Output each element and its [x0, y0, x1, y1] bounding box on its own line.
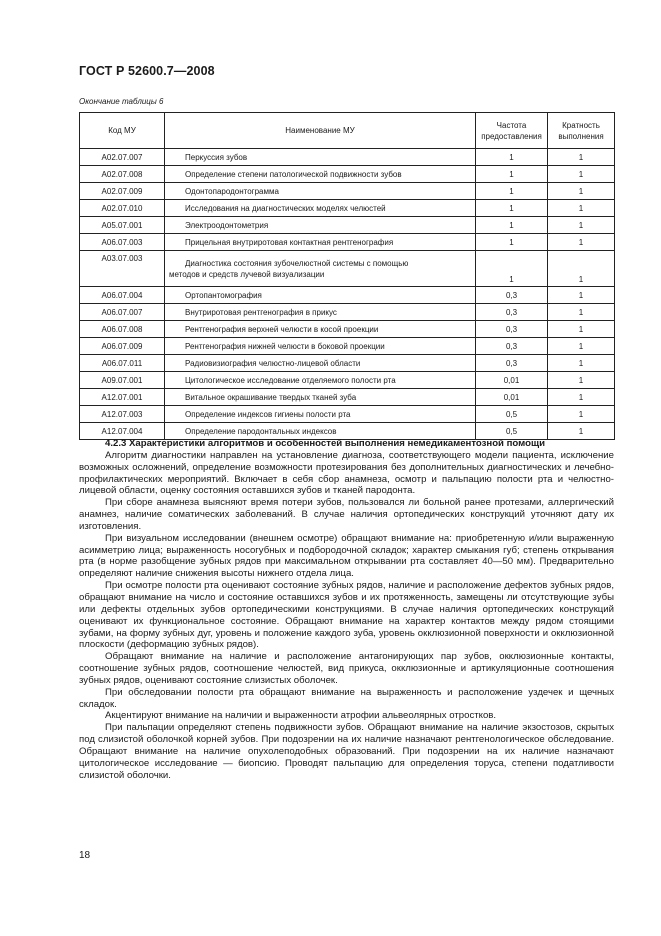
cell-code: A05.07.001 [80, 217, 165, 234]
cell-code: A06.07.007 [80, 304, 165, 321]
cell-code: A06.07.011 [80, 355, 165, 372]
paragraph: При сборе анамнеза выясняют время потери зубов, пользовался ли больной ранее протезами, аллергический анамнез, наличие соматических заболеваний. В случае наличия ортопедических конструкций уточняют дату их изготовления. [79, 497, 614, 532]
cell-code: A02.07.010 [80, 200, 165, 217]
cell-multiplicity: 1 [548, 389, 615, 406]
cell-frequency: 0,3 [476, 304, 548, 321]
cell-name: Цитологическое исследование отделяемого полости рта [165, 372, 476, 389]
col-header-frequency: Частота предоставления [476, 113, 548, 149]
cell-code: A02.07.009 [80, 183, 165, 200]
cell-code: A06.07.004 [80, 287, 165, 304]
cell-name: Внутриротовая рентгенография в прикус [165, 304, 476, 321]
cell-multiplicity: 1 [548, 321, 615, 338]
section-heading: 4.2.3 Характеристики алгоритмов и особенностей выполнения немедикаментозной помощи [105, 438, 545, 449]
cell-frequency: 1 [476, 234, 548, 251]
table-row [80, 304, 615, 321]
table-row [80, 423, 615, 440]
cell-name-line-1: Диагностика состояния зубочелюстной системы с помощью [185, 258, 409, 268]
cell-code: A06.07.008 [80, 321, 165, 338]
cell-frequency: 0,5 [476, 406, 548, 423]
table-row [80, 372, 615, 389]
cell-multiplicity: 1 [548, 287, 615, 304]
cell-name: Определение индексов гигиены полости рта [165, 406, 476, 423]
cell-frequency: 1 [476, 183, 548, 200]
cell-multiplicity: 1 [548, 372, 615, 389]
cell-multiplicity: 1 [548, 166, 615, 183]
cell-multiplicity: 1 [548, 251, 615, 287]
paragraph: При визуальном исследовании (внешнем осмотре) обращают внимание на: приобретенную и/или выраженную асимметрию лица; выраженность носогубных и подбородочной складок; характер смыкания губ; степень открывания рта (в норме разобщение зубных рядов при максимальном открывании рта составляет 40—50 мм). Предварительно определяют наличие снижения высоты нижнего отдела лица. [79, 532, 614, 580]
cell-frequency: 1 [476, 251, 548, 287]
cell-name: Электроодонтометрия [165, 217, 476, 234]
cell-name: Исследования на диагностических моделях челюстей [165, 200, 476, 217]
paragraph: Акцентируют внимание на наличии и выраженности атрофии альвеолярных отростков. [105, 710, 497, 722]
cell-name: Рентгенография нижней челюсти в боковой проекции [165, 338, 476, 355]
cell-multiplicity: 1 [548, 355, 615, 372]
cell-multiplicity: 1 [548, 149, 615, 166]
cell-frequency: 0,01 [476, 372, 548, 389]
table-row [80, 287, 615, 304]
cell-code: A09.07.001 [80, 372, 165, 389]
cell-name: Определение степени патологической подвижности зубов [165, 166, 476, 183]
paragraph: При обследовании полости рта обращают внимание на выраженность и расположение уздечек и щечных складок. [79, 686, 614, 710]
table-row [80, 166, 615, 183]
cell-name: Ортопантомография [165, 287, 476, 304]
paragraph: Обращают внимание на наличие и расположение антагонирующих пар зубов, окклюзионные контакты, соотношение зубных рядов, соотношение челюстей, вид прикуса, окклюзионные и артикуляционные соотношения зубных рядов, оценивают состояние слизистых оболочек. [79, 651, 614, 686]
table-row [80, 406, 615, 423]
cell-code: A06.07.003 [80, 234, 165, 251]
paragraph: При пальпации определяют степень подвижности зубов. Обращают внимание на наличие экзостозов, скрытых под слизистой оболочкой корней зубов. При подозрении на их наличие назначают рентгенологическое обследование. Обращают внимание на наличие опухолеподобных образований. При подозрении на их наличие назначают цитологическое исследование — биопсию. Проводят пальпацию для определения торуса, степени податливости слизистой оболочки. [79, 722, 614, 781]
cell-frequency: 1 [476, 217, 548, 234]
page-header-title: ГОСТ Р 52600.7—2008 [79, 64, 215, 78]
mu-table [79, 112, 615, 440]
cell-code: A12.07.004 [80, 423, 165, 440]
cell-code: A06.07.009 [80, 338, 165, 355]
table-row [80, 183, 615, 200]
page-number: 18 [79, 850, 91, 861]
cell-multiplicity: 1 [548, 200, 615, 217]
col-header-multiplicity: Кратность выполнения [548, 113, 615, 149]
cell-multiplicity: 1 [548, 234, 615, 251]
cell-name: Радиовизиография челюстно-лицевой области [165, 355, 476, 372]
cell-code: A02.07.008 [80, 166, 165, 183]
paragraph: Алгоритм диагностики направлен на установление диагноза, соответствующего модели пациента, исключение возможных осложнений, определение возможности протезирования без дополнительных диагностических и лечебно-профилактических мероприятий. Включает в себя сбор анамнеза, осмотр и пальпацию полости рта и челюстно-лицевой области, оценку состояния оставшихся зубов и тканей пародонта. [79, 449, 614, 497]
cell-code: A12.07.001 [80, 389, 165, 406]
cell-frequency: 1 [476, 166, 548, 183]
cell-frequency: 0,5 [476, 423, 548, 440]
cell-name: Витальное окрашивание твердых тканей зуба [165, 389, 476, 406]
cell-name: Рентгенография верхней челюсти в косой проекции [165, 321, 476, 338]
cell-name: Перкуссия зубов [165, 149, 476, 166]
cell-code: A12.07.003 [80, 406, 165, 423]
cell-frequency: 0,3 [476, 321, 548, 338]
table-row [80, 149, 615, 166]
table-header-row [80, 113, 615, 149]
cell-multiplicity: 1 [548, 406, 615, 423]
section-body [79, 438, 614, 781]
table-row [80, 389, 615, 406]
cell-multiplicity: 1 [548, 183, 615, 200]
cell-multiplicity: 1 [548, 423, 615, 440]
cell-multiplicity: 1 [548, 338, 615, 355]
cell-frequency: 1 [476, 149, 548, 166]
table-row [80, 234, 615, 251]
cell-multiplicity: 1 [548, 217, 615, 234]
cell-code: A03.07.003 [80, 251, 165, 287]
cell-frequency: 0,3 [476, 338, 548, 355]
cell-name: Определение пародонтальных индексов [165, 423, 476, 440]
table-row [80, 338, 615, 355]
table-row [80, 200, 615, 217]
col-header-name: Наименование МУ [165, 113, 476, 149]
table-row [80, 321, 615, 338]
cell-frequency: 0,3 [476, 355, 548, 372]
cell-code: A02.07.007 [80, 149, 165, 166]
cell-frequency: 0,3 [476, 287, 548, 304]
cell-name: Прицельная внутриротовая контактная рентгенография [165, 234, 476, 251]
table-row [80, 251, 615, 287]
cell-multiplicity: 1 [548, 304, 615, 321]
cell-frequency: 0,01 [476, 389, 548, 406]
table-row [80, 355, 615, 372]
cell-name [165, 251, 476, 287]
cell-frequency: 1 [476, 200, 548, 217]
paragraph: При осмотре полости рта оценивают состояние зубных рядов, наличие и расположение дефектов зубных рядов, обращают внимание на число и состояние оставшихся зубов и их протяженность, замещены ли отсутствующие зубы или дефекты отдельных зубов ортопедическими конструкциями. В случае наличия ортопедических конструкций оценивают их функциональное состояние. Обращают внимание на характер контактов между рядом стоящими зубами, на форму зубных дуг, уровень и положение каждого зуба, уровень окклюзионной поверхности и окклюзионной плоскости (деформацию зубных рядов). [79, 580, 614, 651]
cell-name-line-2: методов и средств лучевой визуализации [169, 269, 325, 279]
col-header-code: Код МУ [80, 113, 165, 149]
cell-name: Одонтопародонтограмма [165, 183, 476, 200]
table-row [80, 217, 615, 234]
table-caption: Окончание таблицы 6 [79, 97, 164, 106]
